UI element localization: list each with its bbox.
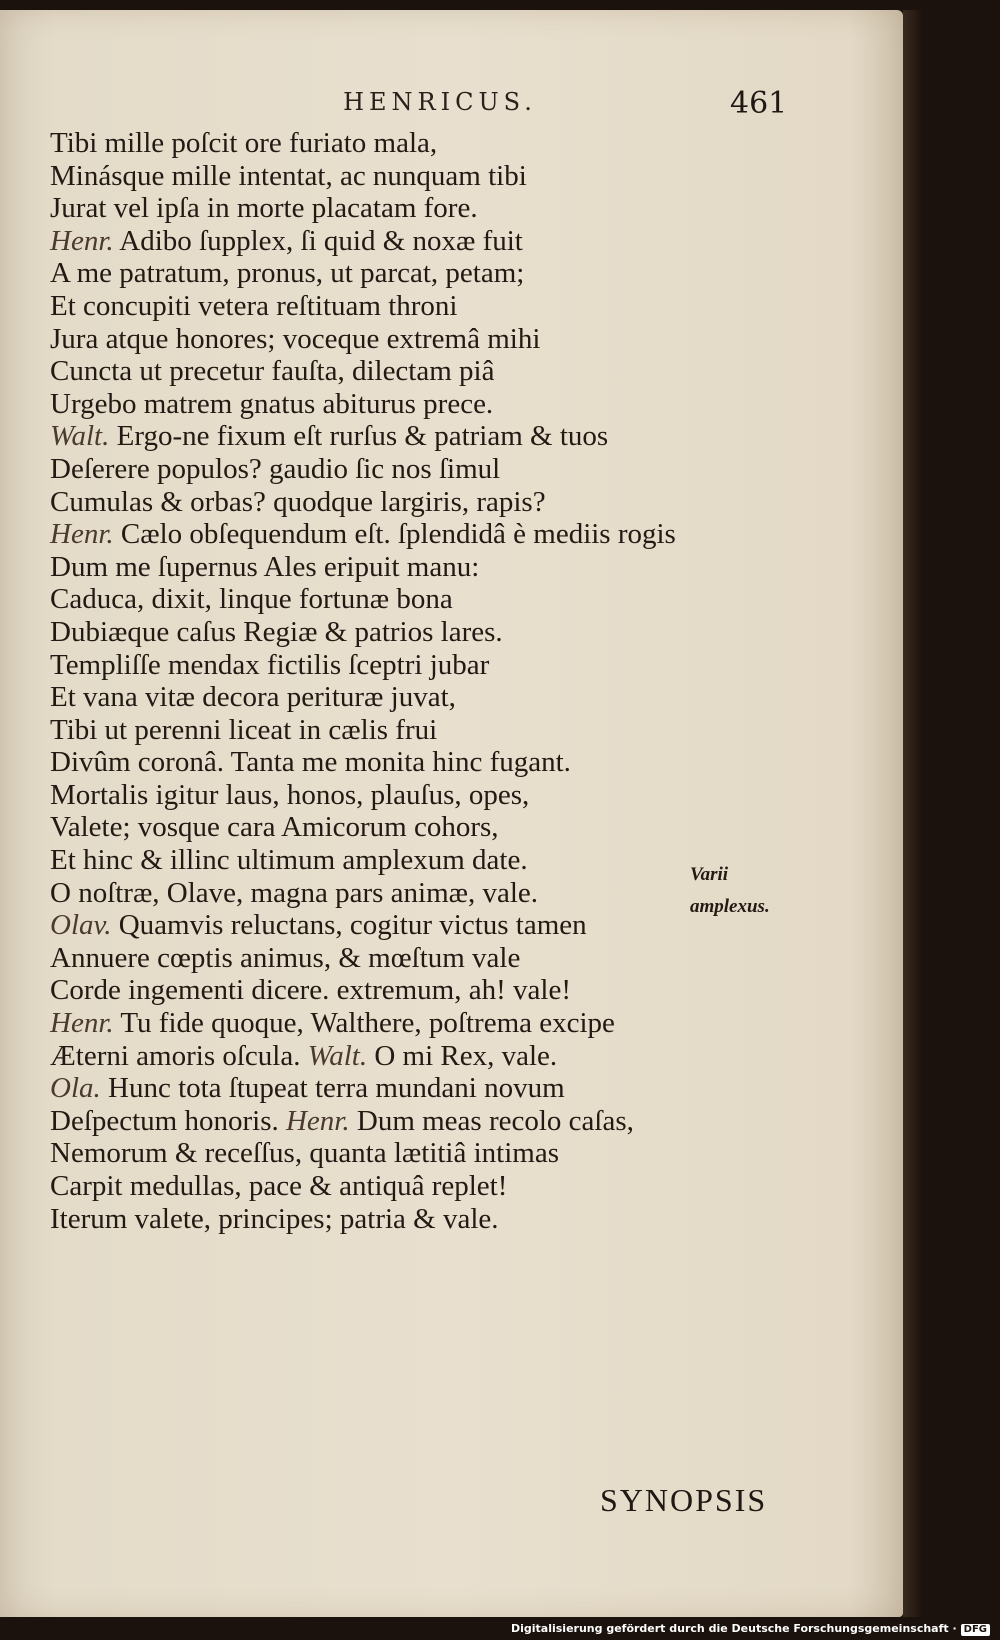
verse-text-content: Et concupiti vetera reſtituam throni — [50, 289, 458, 322]
verse-text-content: Iterum valete, principes; patria & vale. — [50, 1202, 499, 1235]
verse-line — [50, 355, 810, 388]
verse-text-content: Annuere cœptis animus, & mœſtum vale — [50, 941, 521, 974]
verse-text-content: Hunc tota ſtupeat terra mundani novum — [100, 1072, 565, 1105]
verse-text-content: Jurat vel ipſa in morte placatam fore. — [50, 192, 478, 225]
speaker-label: Henr. — [285, 1104, 350, 1137]
verse-text-content: Mortalis igitur laus, honos, plauſus, opes, — [50, 778, 530, 811]
page-edge-shadow — [903, 10, 923, 1617]
verse-line — [50, 453, 810, 486]
verse-text-content: Urgebo matrem gnatus abiturus prece. — [50, 387, 494, 420]
verse-line — [50, 323, 810, 356]
verse-text-content: Dum me ſupernus Ales eripuit manu: — [50, 550, 480, 583]
verse-text-content: Tibi mille poſcit ore furiato mala, — [50, 127, 438, 159]
verse-text-content: Tibi ut perenni liceat in cælis frui — [50, 713, 438, 746]
verse-text-content: Cumulas & orbas? quodque largiris, rapis? — [50, 485, 546, 518]
verse-text-content: Ergo-ne fixum eſt rurſus & patriam & tuos — [109, 420, 609, 453]
verse-text — [50, 127, 810, 1235]
verse-line — [50, 616, 810, 649]
verse-text-content: A me patratum, pronus, ut parcat, petam; — [50, 257, 525, 290]
verse-line — [50, 583, 810, 616]
dfg-logo: DFG — [961, 1624, 990, 1636]
footer-text: Digitalisierung gefördert durch die Deutsche Forschungsgemeinschaft · — [510, 1622, 957, 1635]
verse-line — [50, 551, 810, 584]
verse-line — [50, 649, 810, 682]
margin-note-line-2: amplexus. — [690, 896, 770, 917]
verse-line — [50, 225, 810, 258]
speaker-label: Olav. — [50, 909, 112, 942]
running-head: HENRICUS. — [343, 88, 537, 116]
verse-text-content: Cælo obſequendum eſt. ſplendidâ è mediis rogis — [113, 518, 676, 551]
verse-text-content: Et hinc & illinc ultimum amplexum date. — [50, 844, 528, 877]
verse-text-content: Dum meas recolo caſas, — [349, 1104, 634, 1137]
verse-line — [50, 1007, 810, 1040]
verse-text-content: Carpit medullas, pace & antiquâ replet! — [50, 1170, 508, 1202]
verse-text-content: Nemorum & receſſus, quanta lætitiâ intimas — [50, 1137, 560, 1170]
verse-line — [50, 420, 810, 453]
verse-line — [50, 1170, 810, 1203]
speaker-label: Henr. — [50, 518, 114, 551]
verse-text-content: Valete; vosque cara Amicorum cohors, — [50, 811, 499, 844]
verse-text-content: Cuncta ut precetur fauſta, dilectam piâ — [50, 355, 495, 388]
speaker-label: Walt. — [307, 1039, 368, 1072]
verse-line — [50, 714, 810, 747]
verse-line — [50, 681, 810, 714]
speaker-label: Henr. — [50, 224, 114, 257]
speaker-label: Walt. — [50, 420, 110, 453]
verse-text-content: Templiſſe mendax fictilis ſceptri jubar — [50, 648, 490, 681]
verse-text-content: Divûm coronâ. Tanta me monita hinc fugant. — [50, 746, 571, 779]
verse-text-content: Dubiæque caſus Regiæ & patrios lares. — [50, 615, 503, 648]
verse-line — [50, 1105, 810, 1138]
verse-line — [50, 942, 810, 975]
page-number: 461 — [730, 86, 788, 121]
verse-text-content: O mi Rex, vale. — [367, 1039, 558, 1072]
verse-text-content: Tu fide quoque, Walthere, poſtrema excipe — [113, 1007, 615, 1040]
verse-line — [50, 1040, 810, 1073]
verse-line — [50, 290, 810, 323]
verse-line — [50, 486, 810, 519]
verse-line — [50, 192, 810, 225]
verse-text-content: Deſpectum honoris. — [50, 1104, 286, 1137]
speaker-label: Henr. — [50, 1007, 114, 1040]
verse-line — [50, 160, 810, 193]
book-page — [0, 10, 903, 1617]
verse-line — [50, 746, 810, 779]
verse-text-content: Æterni amoris oſcula. — [50, 1039, 308, 1072]
verse-line — [50, 1072, 810, 1105]
verse-text-content: Caduca, dixit, linque fortunæ bona — [50, 583, 453, 616]
verse-line — [50, 811, 810, 844]
digitization-footer — [511, 1622, 990, 1636]
verse-line — [50, 974, 810, 1007]
verse-line — [50, 518, 810, 551]
verse-text-content: Adibo ſupplex, ſi quid & noxæ fuit — [113, 224, 523, 257]
verse-text-content: Quamvis reluctans, cogitur victus tamen — [111, 909, 587, 942]
verse-line — [50, 779, 810, 812]
verse-line — [50, 1137, 810, 1170]
verse-text-content: Corde ingementi dicere. extremum, ah! vale! — [50, 974, 571, 1007]
verse-line — [50, 257, 810, 290]
verse-text-content: Et vana vitæ decora perituræ juvat, — [50, 681, 456, 714]
verse-text-content: Minásque mille intentat, ac nunquam tibi — [50, 159, 527, 192]
verse-text-content: Jura atque honores; voceque extremâ mihi — [50, 322, 541, 355]
verse-line — [50, 1203, 810, 1236]
verse-text-content: O noſtræ, Olave, magna pars animæ, vale. — [50, 876, 539, 909]
verse-line — [50, 388, 810, 421]
speaker-label: Ola. — [50, 1072, 101, 1105]
margin-note-line-1: Varii — [690, 864, 729, 885]
verse-line — [50, 127, 810, 160]
catchword: SYNOPSIS — [600, 1482, 768, 1518]
verse-text-content: Deſerere populos? gaudio ſic nos ſimul — [50, 452, 501, 485]
